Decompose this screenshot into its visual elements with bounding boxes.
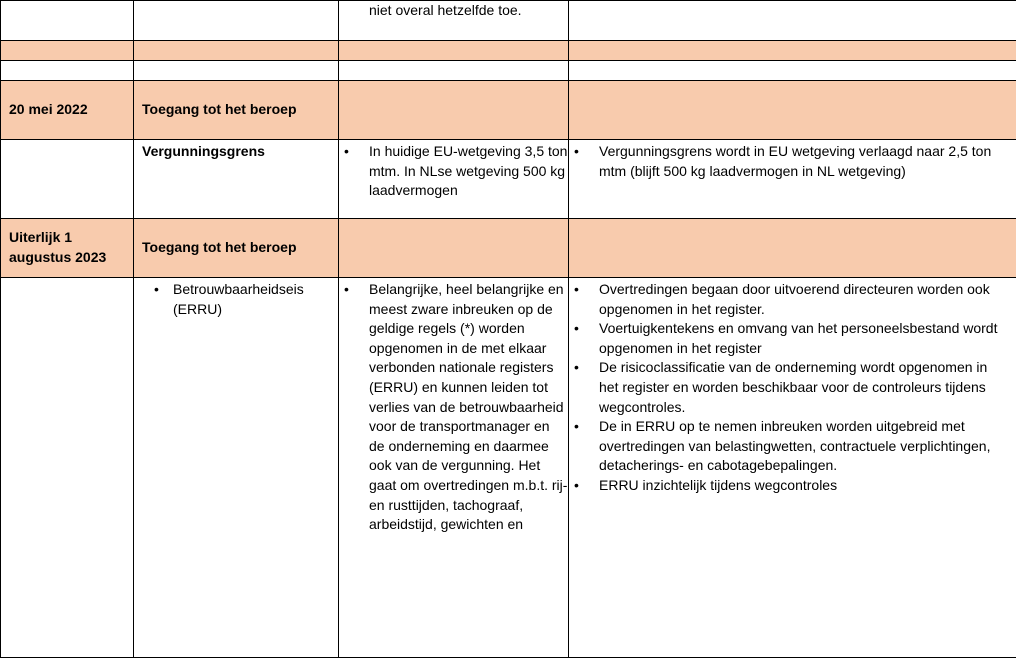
- section-heading: Toegang tot het beroep: [142, 101, 297, 117]
- subject-label: Vergunningsgrens: [142, 143, 265, 159]
- date-cell: [1, 219, 134, 278]
- change-cell: [569, 1, 1016, 41]
- table-row-vergunningsgrens: [1, 140, 1016, 219]
- list-item: • Voertuigkentekens en omvang van het personeelsbestand wordt opgenomen in het register: [569, 319, 1016, 358]
- list-item: • De in ERRU op te nemen inbreuken worden uitgebreid met overtredingen van belastingwetten, contractuele verplichtingen, detacherings- en cabotagebepalingen.: [569, 417, 1016, 476]
- current-situation-cell: [339, 140, 569, 219]
- table-row-erru: [1, 278, 1016, 658]
- table-row-continued: [1, 1, 1016, 41]
- date-label: Uiterlijk 1 augustus 2023: [9, 229, 106, 265]
- list-item: • De risicoclassificatie van de onderneming wordt opgenomen in het register en worden beschikbaar voor de controleurs tijdens wegcontroles.: [569, 358, 1016, 417]
- heading-cell: [134, 81, 339, 140]
- list-item: • Betrouwbaarheidseis (ERRU): [134, 280, 333, 319]
- current-situation-cell: [339, 278, 569, 658]
- subject-cell: [134, 1, 339, 41]
- subject-cell: [134, 140, 339, 219]
- table-row-header-20-mei: [1, 81, 1016, 140]
- section-heading: Toegang tot het beroep: [142, 239, 297, 255]
- current-situation-cell: [339, 1, 569, 41]
- date-cell: [1, 1, 134, 41]
- change-cell: [569, 140, 1016, 219]
- change-cell: [569, 278, 1016, 658]
- continued-text: niet overal hetzelfde toe.: [339, 1, 568, 21]
- table-row-header-2023: [1, 219, 1016, 278]
- date-cell: [1, 81, 134, 140]
- table-row-spacer-peach: [1, 41, 1016, 61]
- table-row-spacer: [1, 61, 1016, 81]
- list-item: • Belangrijke, heel belangrijke en meest zware inbreuken op de geldige regels (*) worden opgenomen in de met elkaar verbonden nationale registers (ERRU) en kunnen leiden tot verlies van de betrouwbaarheid voor de transportmanager en de onderneming en daarmee ook van de vergunning. Het gaat om overtredingen m.b.t. rij- en rusttijden, tachograaf, arbeidstijd, gewichten en: [339, 280, 568, 535]
- list-item: • Overtredingen begaan door uitvoerend directeuren worden ook opgenomen in het register.: [569, 280, 1016, 319]
- list-item: • ERRU inzichtelijk tijdens wegcontroles: [569, 476, 1016, 496]
- date-label: 20 mei 2022: [9, 101, 88, 117]
- heading-cell: [134, 219, 339, 278]
- list-item: • Vergunningsgrens wordt in EU wetgeving verlaagd naar 2,5 ton mtm (blijft 500 kg laadvermogen in NL wetgeving): [569, 142, 1016, 181]
- subject-cell: [134, 278, 339, 658]
- list-item: • In huidige EU-wetgeving 3,5 ton mtm. In NLse wetgeving 500 kg laadvermogen: [339, 142, 568, 201]
